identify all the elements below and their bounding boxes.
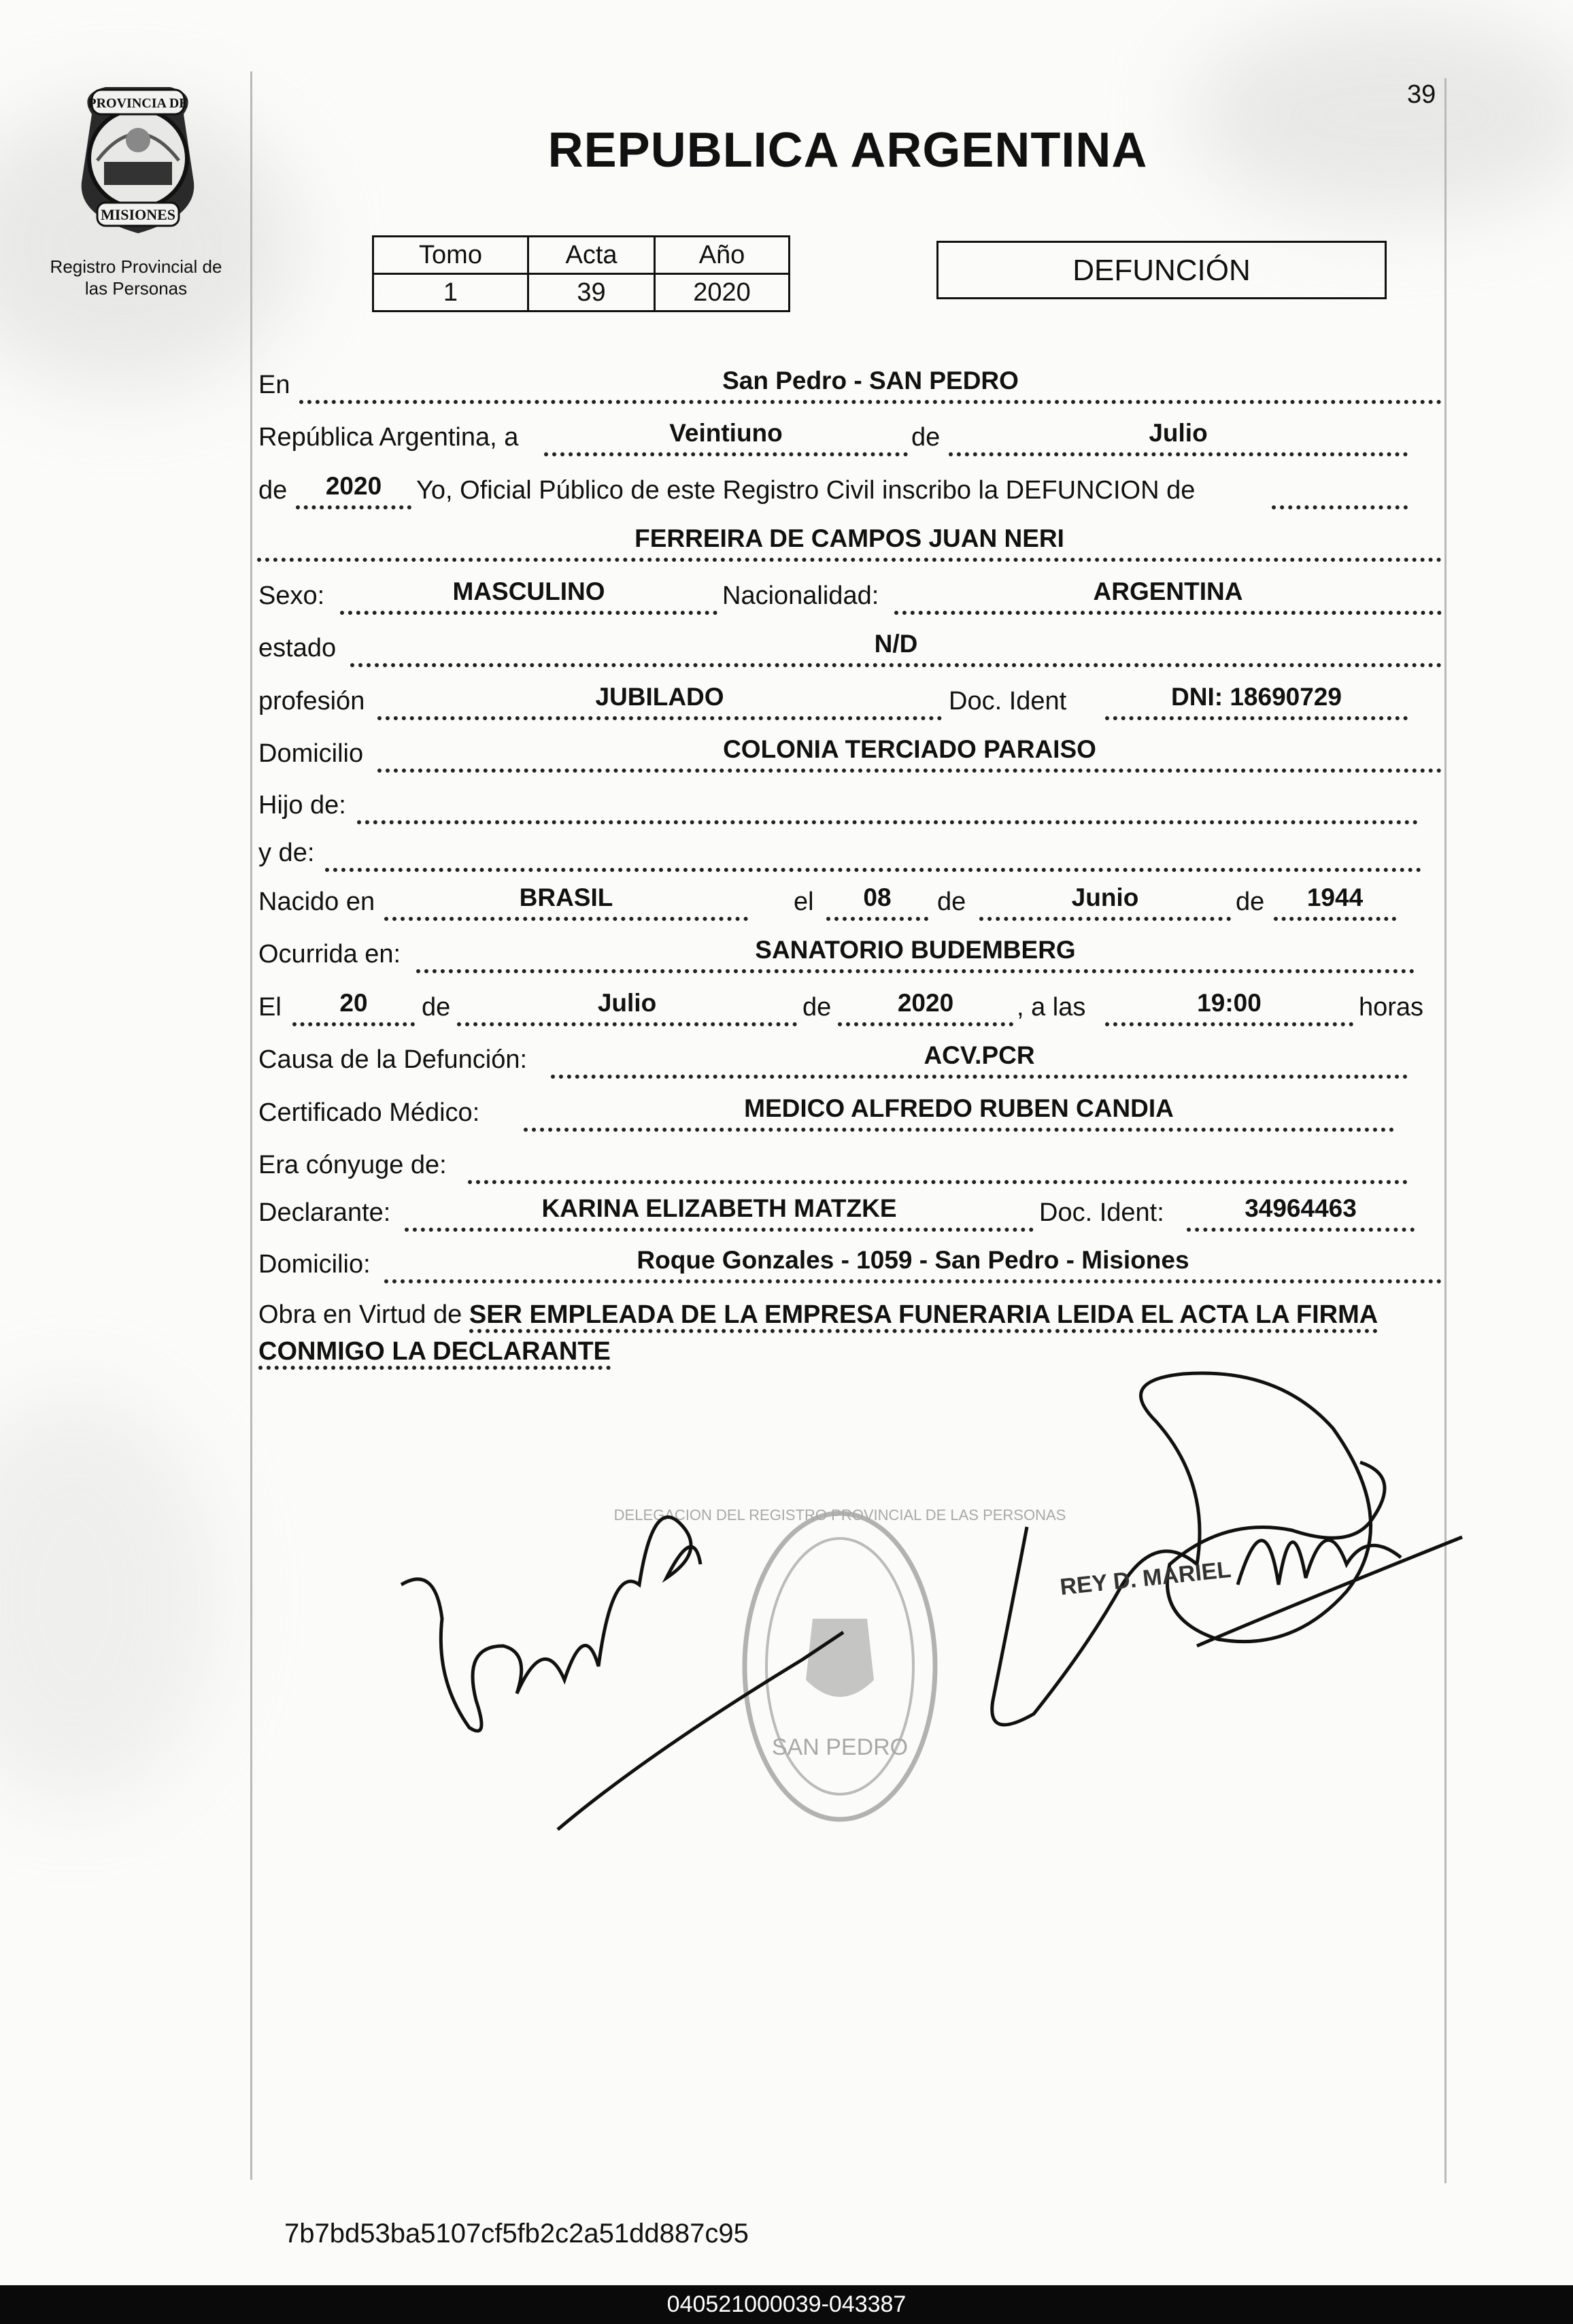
label-estado: estado <box>258 634 337 662</box>
field-declarante: KARINA ELIZABETH MATZKE <box>405 1194 1034 1232</box>
field-sexo: MASCULINO <box>340 577 717 615</box>
label-de: de <box>258 476 288 505</box>
label-de: de <box>422 993 451 1022</box>
label-declarante: Declarante: <box>258 1198 391 1227</box>
field-ocurrida-en: SANATORIO BUDEMBERG <box>416 935 1415 973</box>
field-nacido-dia: 08 <box>826 883 928 921</box>
label-de: de <box>937 888 966 916</box>
ref-value-acta: 39 <box>528 274 655 311</box>
page-title: REPUBLICA ARGENTINA <box>547 123 1148 178</box>
label-ocurrida-en: Ocurrida en: <box>258 940 401 969</box>
officer-signature <box>992 1373 1462 1725</box>
field-nombre: FERREIRA DE CAMPOS JUAN NERI <box>257 524 1442 562</box>
label-hijo-de: Hijo de: <box>258 791 346 820</box>
label-en: En <box>258 371 290 399</box>
label-sexo: Sexo: <box>258 582 325 610</box>
field-doc-ident: DNI: 18690729 <box>1105 682 1408 720</box>
field-nacido-anio: 1944 <box>1274 883 1396 921</box>
logo-text-top: PROVINCIA DE <box>88 96 188 111</box>
field-estado: N/D <box>350 629 1442 667</box>
document-type-box: DEFUNCIÓN <box>936 241 1387 299</box>
page-number: 39 <box>1407 80 1436 109</box>
field-mes-inscripcion: Julio <box>949 418 1408 456</box>
ref-header-acta: Acta <box>528 237 655 274</box>
logo-text-bottom: MISIONES <box>100 206 176 223</box>
field-muerte-dia: 20 <box>292 988 415 1026</box>
label-profesion: profesión <box>258 687 365 715</box>
field-certificado: MEDICO ALFREDO RUBEN CANDIA <box>524 1094 1394 1132</box>
field-dia-inscripcion: Veintiuno <box>544 418 908 456</box>
seal-center-text: SAN PEDRO <box>771 1734 909 1760</box>
label-doc-ident: Doc. Ident <box>949 687 1067 715</box>
label-horas: horas <box>1359 993 1424 1022</box>
field-declarante-domicilio: Roque Gonzales - 1059 - San Pedro - Misiones <box>384 1245 1442 1283</box>
document-hash: 7b7bd53ba5107cf5fb2c2a51dd887c95 <box>284 2219 749 2249</box>
label-causa: Causa de la Defunción: <box>258 1045 528 1074</box>
label-de: de <box>911 423 941 452</box>
field-causa: ACV.PCR <box>551 1041 1408 1079</box>
label-el-fecha: El <box>258 993 282 1022</box>
field-anio-inscripcion: 2020 <box>296 471 411 509</box>
label-de: de <box>1236 888 1265 916</box>
registry-caption-line2: las Personas <box>84 278 188 299</box>
label-obra: Obra en Virtud de <box>258 1300 462 1329</box>
label-domicilio-declarante: Domicilio: <box>258 1250 371 1279</box>
ref-header-tomo: Tomo <box>373 237 528 274</box>
label-de: de <box>802 993 832 1022</box>
label-el: el <box>794 888 814 916</box>
field-lugar: San Pedro - SAN PEDRO <box>299 366 1442 404</box>
field-nacionalidad: ARGENTINA <box>894 577 1442 615</box>
label-conyuge: Era cónyuge de: <box>258 1151 447 1179</box>
field-profesion: JUBILADO <box>377 682 942 720</box>
ref-value-anio: 2020 <box>655 274 790 311</box>
label-republica: República Argentina, a <box>258 423 519 452</box>
officer-stamp-text: REY D. MARIEL <box>1058 1556 1232 1600</box>
field-domicilio: COLONIA TERCIADO PARAISO <box>377 735 1442 773</box>
label-certificado: Certificado Médico: <box>258 1098 480 1127</box>
label-nacido-en: Nacido en <box>258 888 375 916</box>
field-muerte-hora: 19:00 <box>1105 988 1353 1026</box>
field-nacido-mes: Junio <box>979 883 1231 921</box>
label-yo-oficial: Yo, Oficial Público de este Registro Civil inscribo la DEFUNCION de <box>416 476 1196 505</box>
footer-code: 040521000039-043387 <box>0 2285 1573 2324</box>
label-domicilio: Domicilio <box>258 739 364 768</box>
label-doc-ident-declarante: Doc. Ident: <box>1039 1198 1164 1227</box>
field-muerte-mes: Julio <box>457 988 797 1026</box>
label-y-de: y de: <box>258 839 315 867</box>
ref-value-tomo: 1 <box>373 274 528 311</box>
field-nacido-en: BRASIL <box>384 883 748 921</box>
ref-header-anio: Año <box>655 237 790 274</box>
registry-caption-line1: Registro Provincial de <box>50 256 222 277</box>
field-declarante-doc: 34964463 <box>1187 1194 1415 1232</box>
seal-ring-text: DELEGACION DEL REGISTRO PROVINCIAL DE LAS PERSONAS <box>613 1506 1066 1523</box>
field-muerte-anio: 2020 <box>838 988 1013 1026</box>
label-nacionalidad: Nacionalidad: <box>722 582 879 610</box>
label-a-las: , a las <box>1017 993 1086 1022</box>
field-obra: SER EMPLEADA DE LA EMPRESA FUNERARIA LEIDA EL ACTA LA FIRMA CONMIGO LA DECLARANTE <box>258 1300 1378 1370</box>
